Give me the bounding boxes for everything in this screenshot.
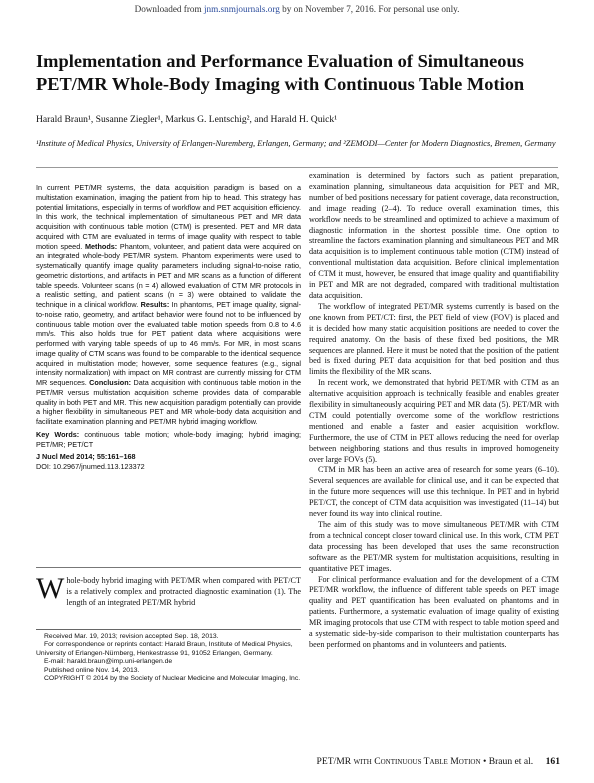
- paragraph: CTM in MR has been an active area of research for some years (6–10). Several sequences are available for clinical use, and it can be expected that in the future more sequences will use this technique. In PET and in hybrid PET/CT, the concept of CTM data acquisition was investigated (11–14) but never found its way into clinical routine.: [309, 465, 559, 519]
- author-list: Harald Braun¹, Susanne Ziegler¹, Markus G. Lentschig², and Harald H. Quick¹: [36, 114, 338, 125]
- footnotes: Received Mar. 19, 2013; revision accepted Sep. 18, 2013. For correspondence or reprints contact: Harald Braun, Institute of Medical Physics, University of Erlangen-Nürnberg, Henkestrasse 91, 91052 Erlangen, Germany. E-mail: harald.braun@imp.uni-erlangen.de Published online Nov. 14, 2013. COPYRIGHT © 2014 by the Society of Nuclear Medicine and Molecular Imaging, Inc.: [36, 633, 301, 683]
- paragraph: In recent work, we demonstrated that hybrid PET/MR with CTM as an alternative acquisition approach is technically feasible and enables greater flexibility in simultaneously acquiring PET and MR data (5). PET/MR with CTM could potentially overcome some of the workflow restrictions mentioned and enable a faster and easier acquisition workflow. Furthermore, the use of CTM in PET allows reducing the need for overlap between neighboring stations and thus results in improved homogeneity over large FOVs (5).: [309, 378, 559, 464]
- page-number: 161: [545, 756, 560, 767]
- article-title: Implementation and Performance Evaluation of Simultaneous PET/MR Whole-Body Imaging with Continuous Table Motion: [36, 51, 525, 94]
- journal-link[interactable]: jnm.snmjournals.org: [203, 4, 280, 14]
- introduction-start: Whole-body hybrid imaging with PET/MR when compared with PET/CT is a relatively complex and protracted diagnostic examination (1). The length of an integrated PET/MR hybrid: [36, 572, 301, 607]
- abstract-divider: [36, 567, 301, 568]
- keywords: Key Words: continuous table motion; whole-body imaging; hybrid imaging; PET/MR; PET/CT: [36, 429, 302, 449]
- affiliations: ¹Institute of Medical Physics, University of Erlangen-Nuremberg, Erlangen, Germany; and ²ZEMODI—Center for Modern Diagnostics, Bremen, Germany: [36, 139, 556, 148]
- paragraph: The workflow of integrated PET/MR systems currently is based on the one known from PET/CT: first, the PET field of view (FOV) is placed and it is decided how many static acquisition positions are needed to cover the required anatomy. On the basis of these fixed bed positions, the MR sequences are planned. Here it must be noted that the position of the patient bed is fixed during PET data acquisition for that bed position and thus limits the flexibility of the MR scans.: [309, 301, 559, 377]
- paragraph: For clinical performance evaluation and for the development of a CTM PET/MR workflow, the influence of different table speeds on PET image quality and PET quantification has been evaluated on phantoms and in patients. Furthermore, a systematic evaluation of image quality of existing MR imaging protocols that use CTM with respect to table motion speed and a systematic side-by-side comparison to their multistation counterparts has been performed on phantoms and in volunteers and patients.: [309, 574, 559, 649]
- drop-cap: W: [36, 572, 65, 605]
- paragraph: examination is determined by factors such as patient preparation, examination planning, simultaneous data acquisition for PET and MR, number of bed positions necessary for patient coverage, data reconstruction, and image reading (2–4). To reduce overall examination times, this workflow needs to be streamlined and optimized to achieve a maximum of diagnostic information in the shortest possible time. One option to streamline the factors examination planning and simultaneous PET and MR data acquisition is to implement continuous table motion (CTM) instead of conventional multistation data acquisition. Before clinical implementation of CTM it must, however, be ensured that image quality and quantifiability in PET and MR are not degraded, compared with traditional multistation data acquisition.: [309, 171, 559, 300]
- download-notice: Downloaded from jnm.snmjournals.org by on November 7, 2016. For personal use only.: [134, 4, 460, 14]
- abstract: In current PET/MR systems, the data acquisition paradigm is based on a multistation examination, imaging the patient from hip to head. This strategy has potential limitations, especially in terms of workflow and PET acquisition efficiency. In this work, the technical implementation of simultaneous PET and MR data acquisition with continuous table motion (CTM) is presented. PET and MR data acquired with CTM are evaluated in terms of image quality with respect to table motion speed. Methods: Phantom, volunteer, and patient data were acquired on an integrated whole-body PET/MR system. Phantom experiments were used to systematically quantify image quality parameters including signal-to-noise ratio, geometric distortions, and artifacts in PET and MR scans as a function of different table speeds. Volunteer scans (n = 4) allowed evaluation of CTM MR protocols in a realistic setting, and patient scans (n = 3) were obtained to validate the technique in a clinical workflow. Results: In phantoms, PET image quality, signal-to-noise ratio, geometry, and artifact behavior were found not to be influenced by continuous table motion over the evaluated table motion speeds from 0.8 to 4.6 mm/s. This also holds true for PET patient data where acquisitions were performed with varying table speeds of up to 46 mm/s. For MR, in most scans image quality of CTM scans was found to be comparable to the identical sequence acquired in multistation mode; however, some sequence features (e.g., signal intensity normalization) with impact on MR contrast are currently missing for CTM MR sequences. Conclusion: Data acquisition with continuous table motion in the PET/MR versus multistation acquisition scheme provides data of comparable quality in both PET and MR. This new acquisition paradigm potentially can provide a higher flexibility in simultaneous PET and MR whole-body data acquisition and facilitate examination planning and PET/MR hybrid imaging workflow. Key Words: continuous table motion; whole-body imaging; hybrid imaging; PET/MR; PET/CT J Nucl Med 2014; 55:161–168 DOI: 10.2967/jnumed.113.123372: [36, 183, 302, 471]
- running-author: Braun et al.: [488, 756, 534, 767]
- running-title: PET/MR with Continuous Table Motion: [316, 756, 481, 767]
- footnote-divider: [36, 629, 301, 630]
- header-divider: [36, 167, 558, 168]
- body-right-column: [309, 171, 559, 651]
- paragraph: The aim of this study was to move simultaneous PET/MR with CTM from a technical concept closer toward clinical use. In this work, CTM PET data processing has been developed that uses the same reconstruction software as the PET/MR system for multistation acquisitions, resulting in quantitative PET images.: [309, 520, 559, 573]
- doi: DOI: 10.2967/jnumed.113.123372: [36, 462, 145, 471]
- page-footer: PET/MR with Continuous Table Motion • Braun et al. 161: [316, 756, 560, 767]
- citation: J Nucl Med 2014; 55:161–168: [36, 452, 136, 462]
